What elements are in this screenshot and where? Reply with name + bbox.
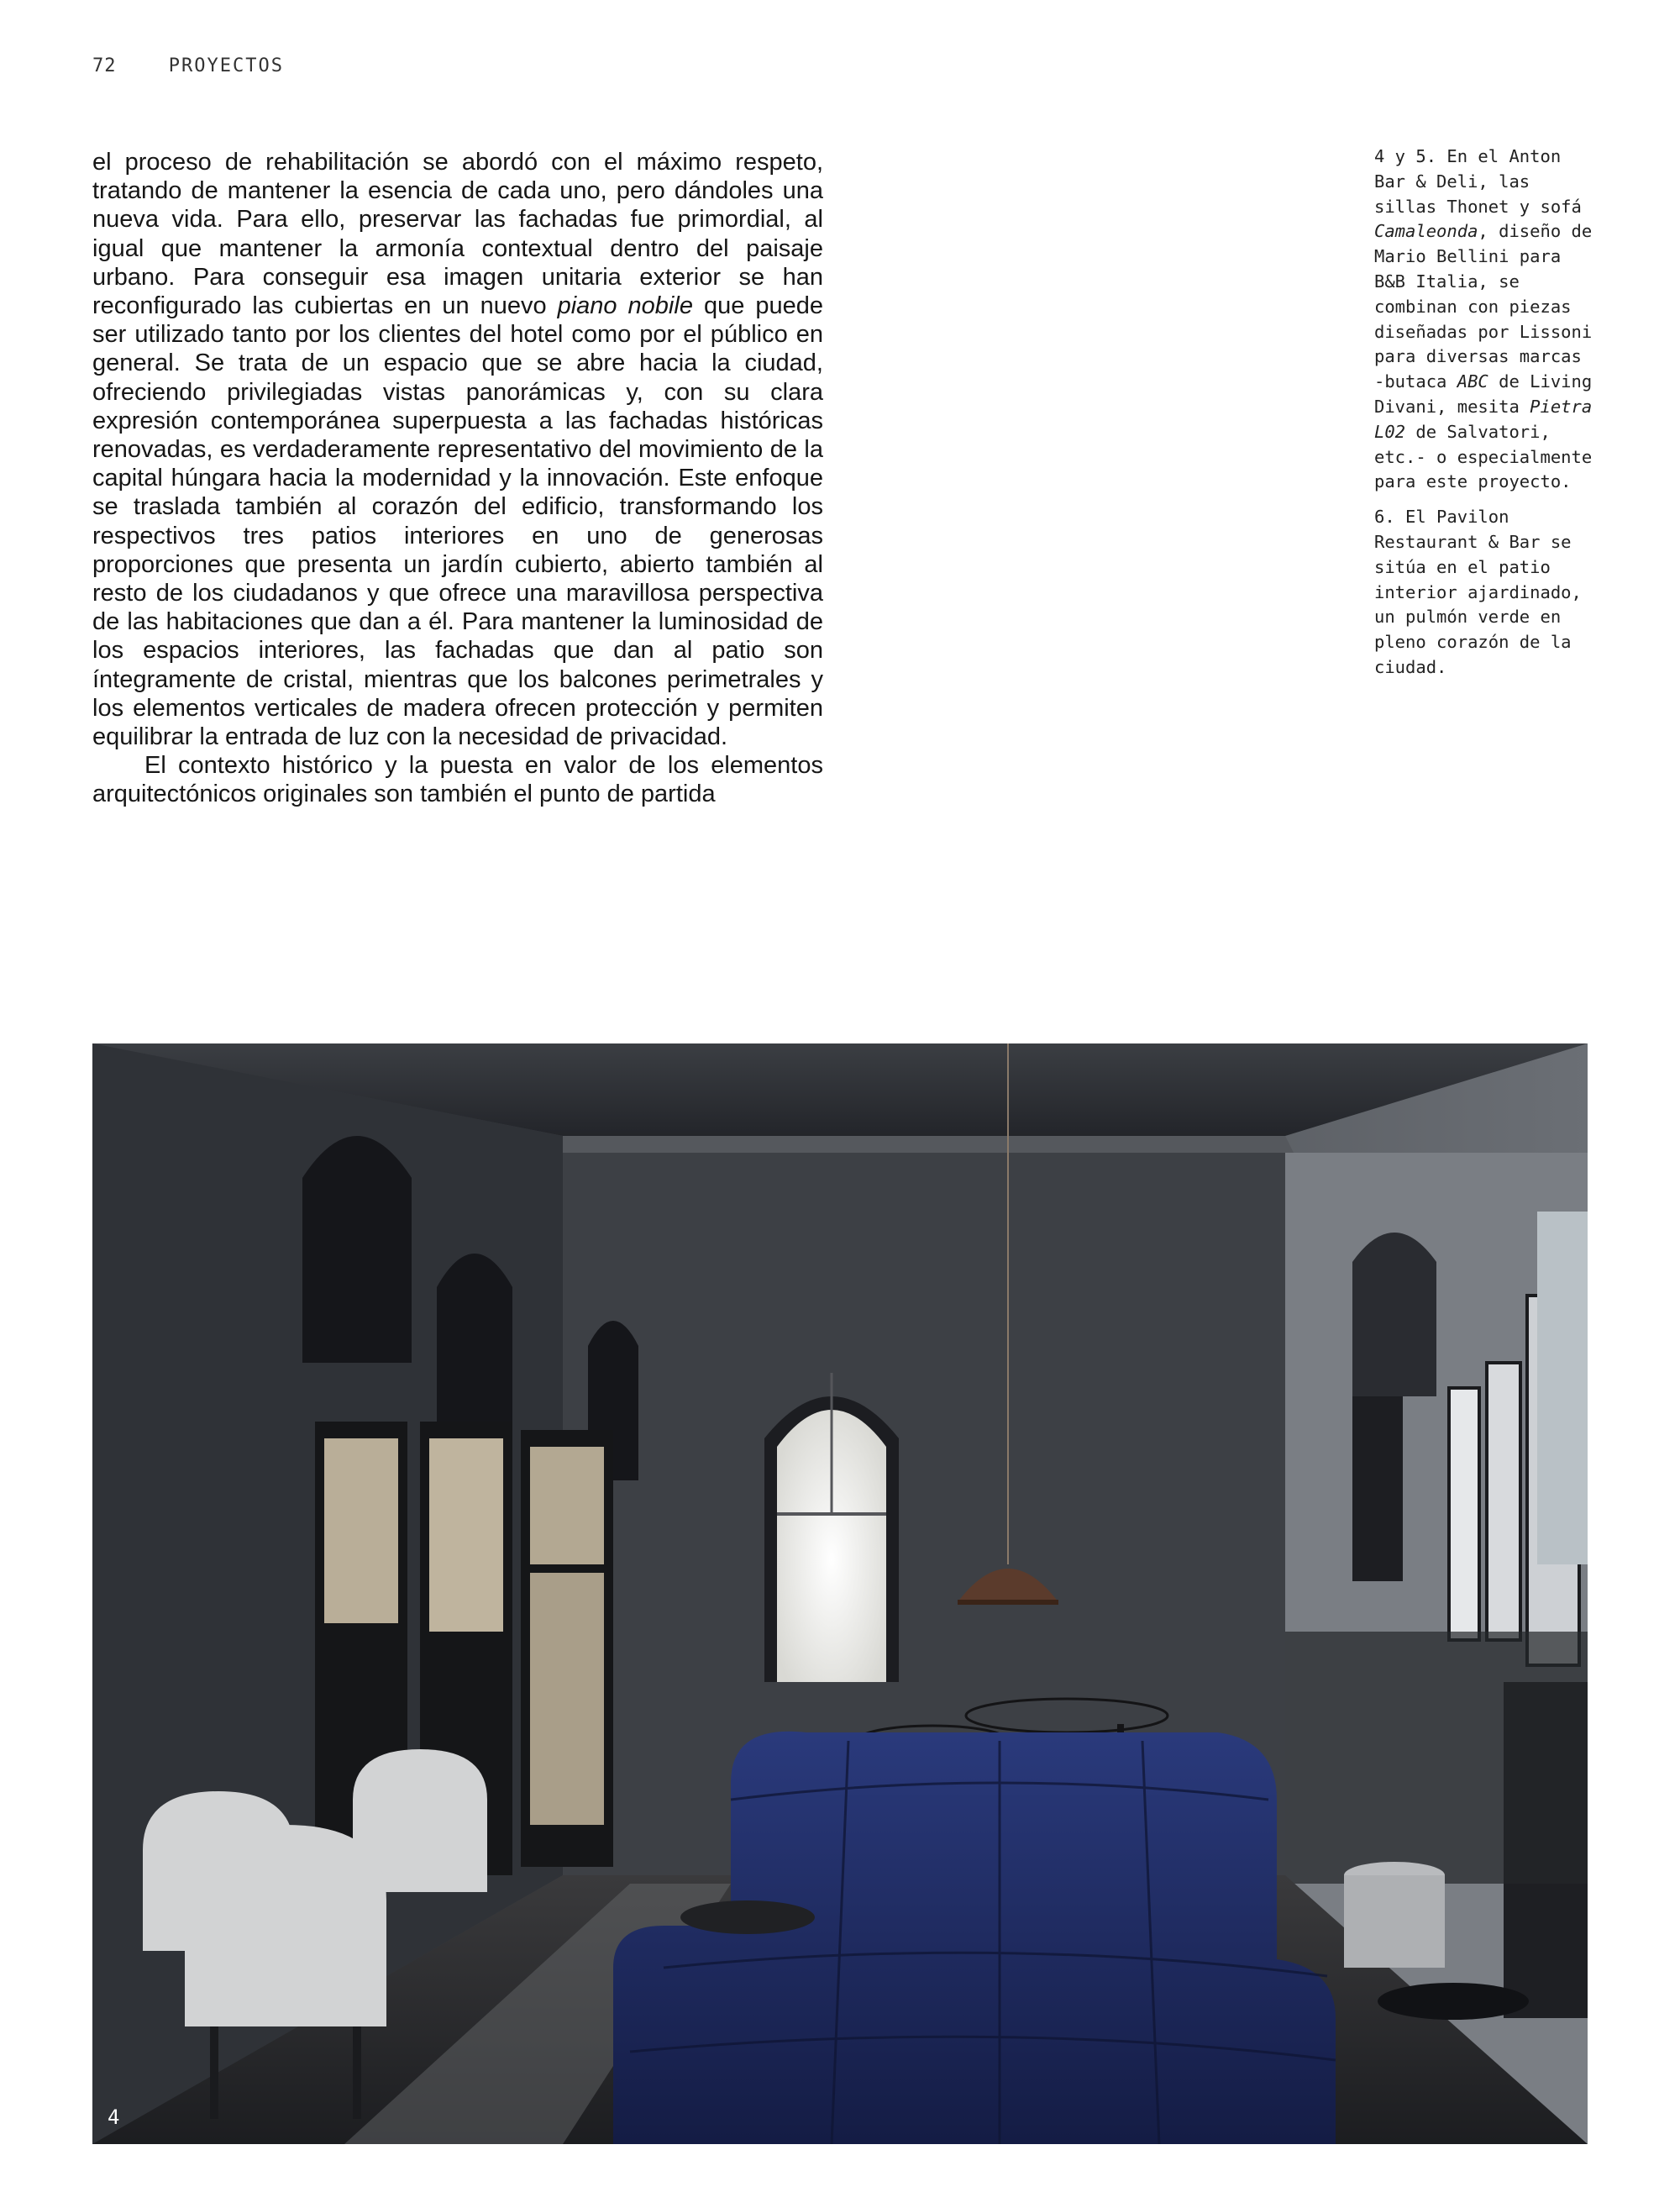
caption-1-text-c: de Living Divani, mesita [1374, 371, 1593, 417]
paragraph-1-emphasis: piano nobile [557, 292, 693, 320]
paragraph-1-text-a: el proceso de rehabilitación se abordó con el máximo respeto, tratando de mantener la esencia de cada uno, pero dándoles una nueva vida. Para ello, preservar las fachadas fue primordial, al igual que mantener la armonía contextual dentro del paisaje urbano. Para conseguir esa imagen unitaria exterior se han reconfigurado las cubiertas en un nuevo [92, 149, 823, 320]
page-number: 72 [92, 55, 117, 76]
interior-photo-illustration [92, 1043, 1588, 2144]
caption-1-text-b: , diseño de Mario Bellini para B&B Italia, se combinan con piezas diseñadas por Lissoni para diversas marcas -butaca [1374, 221, 1593, 392]
interior-photo [92, 1043, 1588, 2144]
paragraph-1-text-b: que puede ser utilizado tanto por los clientes del hotel como por el público en general. Se trata de un espacio que se abre hacia la ciudad, ofreciendo privilegiadas vistas panorámicas y, con su clara expresión contemporánea superpuesta a las fachadas históricas renovadas, es verdaderamente representativo del movimiento de la capital húngara hacia la modernidad y la innovación. Este enfoque se traslada también al corazón del edificio, transformando los respectivos tres patios interiores en uno de generosas proporciones que presenta un jardín cubierto, abierto también al resto de los ciudadanos y que ofrece una maravillosa perspectiva de las habitaciones que dan a él. Para mantener la luminosidad de los espacios interiores, las fachadas que dan al patio son íntegramente de cristal, mientras que los balcones perimetrales y los elementos verticales de madera ofrecen protección y permiten equilibrar la entrada de luz con la necesidad de privacidad. [92, 292, 823, 751]
caption-6: 6. El Pavilon Restaurant & Bar se sitúa en el patio interior ajardinado, un pulmón verde en pleno corazón de la ciudad. [1374, 507, 1582, 677]
caption-1-emphasis-1: Camaleonda [1374, 221, 1478, 242]
page-header [92, 55, 284, 76]
section-title: PROYECTOS [168, 55, 284, 76]
article-paragraph-2: El contexto histórico y la puesta en valor de los elementos arquitectónicos originales son también el punto de partida [92, 752, 823, 808]
photo-captions [1374, 145, 1593, 691]
photo-number: 4 [108, 2105, 120, 2129]
article-paragraph-1 [92, 148, 823, 751]
article-body [92, 148, 823, 809]
caption-1-text-a: 4 y 5. En el Anton Bar & Deli, las sillas Thonet y sofá [1374, 146, 1582, 217]
caption-4-5 [1374, 145, 1593, 495]
caption-1-text-d: de Salvatori, etc.- o especialmente para este proyecto. [1374, 421, 1593, 492]
caption-1-emphasis-3: Pietra L02 [1374, 396, 1593, 442]
caption-1-emphasis-2: ABC [1457, 371, 1488, 392]
